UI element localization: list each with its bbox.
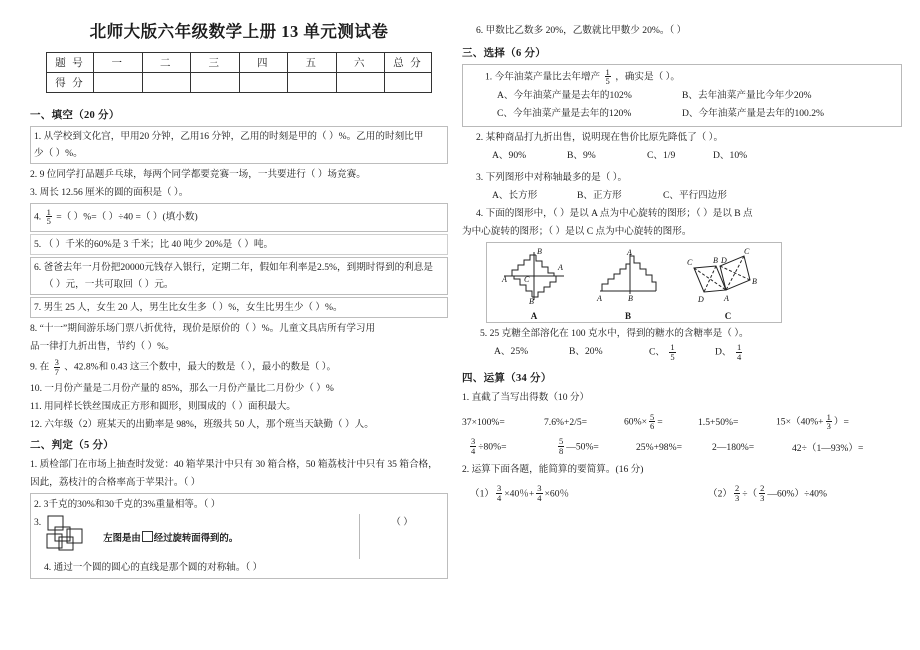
judge-item-2 <box>34 496 444 513</box>
simplify-item-2 <box>708 485 827 504</box>
judge-item-2-num: 2. <box>34 499 42 511</box>
judge-item-3-text-b: 经过旋转面得到的。 <box>153 533 239 544</box>
simplify-item-2-num: （2） <box>708 488 732 500</box>
fraction-three-fourths <box>470 437 476 456</box>
fill-item-5 <box>30 234 448 255</box>
choice-item-3 <box>462 169 902 186</box>
fraction-three-sevenths <box>54 358 60 377</box>
choice-item-1-prefix: 今年油菜产量比去年增产 <box>494 71 601 83</box>
fraction-denominator: 4 <box>736 351 742 362</box>
figure-a-vertex-a2: A <box>502 275 507 285</box>
fill-item-8-num: 8. <box>30 323 38 335</box>
choice-2-option-b[interactable]: B、9% <box>567 150 596 162</box>
section-heading-judge: 二、判定（5 分） <box>30 440 115 452</box>
figure-c-vertex-c1: C <box>687 258 693 268</box>
score-table-col-6: 六 <box>336 52 385 72</box>
fraction-one-fifth <box>669 343 675 362</box>
right-column <box>462 0 902 504</box>
fraction-denominator: 4 <box>471 446 476 457</box>
figure-c-vertex-d1: D <box>721 256 727 266</box>
judge-item-1-line2: 因此，荔枝汁的合格率高于苹果汁。（ ） <box>30 477 201 489</box>
rotation-choice-figures <box>486 242 782 323</box>
left-column <box>30 0 448 579</box>
figure-a-vertex-c: C <box>524 275 530 285</box>
fraction-numerator: 1 <box>46 206 51 217</box>
fill-item-6-num: 6. <box>34 261 42 273</box>
choice-item-4-line1: 下面的图形中，（ ）是以 A 点为中心旋转的图形；（ ）是以 B 点 <box>485 207 753 219</box>
section-heading-choice: 三、选择（6 分） <box>462 48 547 60</box>
choice-item-5-text: 25 克糖全部溶化在 100 克水中，得到的糖水的含糖率是（ ）。 <box>489 328 749 340</box>
fill-item-12-num: 12. <box>30 419 42 431</box>
fill-item-1 <box>30 126 448 164</box>
choice-item-1-suffix: ，确实是（ ）。 <box>615 71 680 83</box>
fill-item-4-num: 4. <box>34 211 42 223</box>
figure-a-vertex-b2: B <box>529 297 534 307</box>
fill-item-5-text: （ ）千米的60%是 3 千米；比 40 吨少 20%是（ ）吨。 <box>43 238 274 250</box>
judge-item-1-num: 1. <box>30 459 38 471</box>
fill-item-4 <box>30 203 448 232</box>
score-table <box>46 52 432 93</box>
calc-2-2-suffix: —50%= <box>566 441 599 453</box>
choice-item-1-num: 1. <box>485 71 493 83</box>
score-table-col-5: 五 <box>288 52 337 72</box>
fill-item-1-num: 1. <box>34 130 42 142</box>
section-heading-calc: 四、运算（34 分） <box>462 372 552 384</box>
calc-1-4: 1.5+50%= <box>698 416 739 428</box>
fraction-one-fifth <box>46 208 52 227</box>
choice-item-4-line2: 为中心旋转的图形；（ ）是以 C 点为中心旋转的图形。 <box>462 225 692 237</box>
fraction-denominator: 4 <box>496 493 502 504</box>
fraction-numerator: 3 <box>471 436 476 447</box>
fraction-three-fourths-2 <box>536 484 542 503</box>
score-table-col-3: 三 <box>191 52 240 72</box>
judge-item-3-text-a: 左图是由 <box>103 533 141 544</box>
fill-item-3 <box>30 184 448 201</box>
simplify-item-1 <box>470 485 708 504</box>
fill-item-9-prefix: 在 <box>39 361 50 373</box>
judge-item-4 <box>34 559 444 576</box>
judge-item-4-num: 4. <box>44 562 52 574</box>
fill-item-8-line1: “十一”期间游乐场门票八折优待，现价是原价的（ ）%。儿童文具店所有学习用 <box>39 323 376 335</box>
fraction-numerator: 3 <box>537 483 542 494</box>
score-cell-6[interactable] <box>336 72 385 92</box>
fill-item-12 <box>30 416 448 433</box>
fraction-denominator: 6 <box>650 421 655 432</box>
calc-row-2 <box>462 438 902 457</box>
fill-item-4-text: =（ ）%=（ ）÷40 =（ ）(填小数) <box>56 211 198 223</box>
figure-c-vertex-b1: B <box>713 256 718 266</box>
calc-sub2-label: 2. 运算下面各题，能简算的要简算。(16 分) <box>462 463 644 475</box>
fraction-denominator: 5 <box>46 216 51 227</box>
judge-item-2-text: 3千克的30%和30千克的3%重量相等。（ ） <box>43 499 221 511</box>
score-table-col-2: 二 <box>142 52 191 72</box>
fraction-numerator: 2 <box>734 483 740 494</box>
score-cell-2[interactable] <box>142 72 191 92</box>
fraction-numerator: 5 <box>650 411 655 422</box>
rotation-squares-svg <box>41 514 97 556</box>
score-table-score-row <box>47 72 432 92</box>
fraction-two-thirds-2 <box>759 484 765 503</box>
figure-c-vertex-c2: C <box>744 247 750 257</box>
figure-c-vertex-d2: D <box>698 295 704 305</box>
fill-item-2-text: 9 位同学打品题乒乓球，每两个同学都要竞赛一场，一共要进行（ ）场竞赛。 <box>39 168 366 180</box>
choice-item-5-num: 5. <box>480 328 488 340</box>
simplify-item-1-mid: ×40％+ <box>504 488 535 500</box>
fraction-numerator: 1 <box>826 411 831 422</box>
judge-item-3 <box>34 514 444 559</box>
judge-item-3-num: 3. <box>34 517 42 529</box>
score-cell-4[interactable] <box>239 72 288 92</box>
calc-1-3-suffix: = <box>657 416 663 428</box>
choice-2-option-a[interactable]: A、90% <box>492 150 527 162</box>
score-table-row-label-score: 得 分 <box>47 72 94 92</box>
fraction-numerator: 1 <box>605 66 610 77</box>
score-table-col-total: 总 分 <box>385 52 432 72</box>
fill-item-10-num: 10. <box>30 383 42 395</box>
choice-2-option-c[interactable]: C、1/9 <box>647 150 676 162</box>
calc-1-3-prefix: 60%× <box>624 416 647 428</box>
score-table-header-row <box>47 52 432 72</box>
simplify-item-1-tail: ×60％ <box>544 488 570 500</box>
judge-item-3-paren: （ ） <box>391 517 413 529</box>
judge-item-1 <box>30 456 448 473</box>
fraction-numerator: 2 <box>760 483 765 494</box>
fraction-denominator: 7 <box>54 366 59 377</box>
choice-5-option-c-label: C、 <box>649 346 665 358</box>
fraction-denominator: 4 <box>537 493 542 504</box>
fill-item-9 <box>30 358 448 377</box>
fill-item-7 <box>30 297 448 318</box>
calc-1-5-suffix: ）= <box>833 416 849 428</box>
fill-item-5-num: 5. <box>34 238 42 250</box>
score-cell-5[interactable] <box>288 72 337 92</box>
calc-2-1-suffix: ÷80%= <box>478 441 507 453</box>
calc-2-1 <box>462 438 550 457</box>
fill-item-10-text: 一月份产量是二月份产量的 85%，那么一月份产量比二月份少（ ）% <box>44 383 334 395</box>
fill-item-6-line1: 爸爸去年一月份把20000元钱存入银行，定期二年，假如年利率是2.5%，到期时得到的利息是 <box>43 261 433 273</box>
calc-2-5: 42÷（1—93%）= <box>792 443 864 455</box>
choice-item-1 <box>462 64 902 127</box>
simplify-item-1-num: （1） <box>470 488 494 500</box>
calc-1-1: 37×100%= <box>462 416 505 428</box>
fill-item-8 <box>30 320 448 337</box>
calc-1-5 <box>776 413 849 432</box>
fill-item-12-text: 六年级（2）班某天的出勤率是 98%，班级共 50 人，那个班当天缺勤（ ）人。 <box>44 419 374 431</box>
fill-item-11-text: 用同样长铁丝围成正方形和圆形，则围成的（ ）面积最大。 <box>44 401 296 413</box>
choice-1-option-c[interactable]: C、今年油菜产量是去年的120% <box>497 108 632 120</box>
fraction-denominator: 3 <box>734 493 740 504</box>
calc-1-5-prefix: 15×（40%+ <box>776 416 824 428</box>
figure-b-vertex-a2: A <box>597 294 602 304</box>
page-title: 北师大版六年级数学上册 13 单元测试卷 <box>89 22 389 41</box>
choice-item-2-text: 某种商品打九折出售，说明现在售价比原先降低了（ ）。 <box>485 132 724 144</box>
calc-2-3: 25%+98%= <box>636 441 682 453</box>
fill-item-2-num: 2. <box>30 168 38 180</box>
fraction-denominator: 5 <box>605 76 610 87</box>
choice-5-option-b[interactable]: B、20% <box>569 346 603 358</box>
calc-1-2: 7.6%+2/5= <box>544 416 588 428</box>
choice-item-5 <box>462 325 902 342</box>
score-cell-1[interactable] <box>94 72 143 92</box>
fraction-numerator: 5 <box>559 436 564 447</box>
fill-item-6 <box>30 257 448 295</box>
figure-a-vertex-b: B <box>537 247 542 257</box>
choice-3-option-a[interactable]: A、长方形 <box>492 189 538 201</box>
fill-item-10 <box>30 380 448 397</box>
rotation-figure-b-label: B <box>624 311 631 322</box>
figure-c-vertex-b2: B <box>752 277 757 287</box>
choice-item-4 <box>462 205 902 222</box>
fraction-three-fourths <box>496 484 502 503</box>
calc-sub1-label: 1. 直截了当写出得数（10 分） <box>462 391 590 403</box>
calc-row-1 <box>462 413 902 432</box>
fraction-denominator: 3 <box>760 493 765 504</box>
calc-1-3 <box>624 413 698 432</box>
small-square-icon <box>142 531 153 542</box>
choice-1-option-d[interactable]: D、今年油菜产量是去年的100.2% <box>682 108 825 120</box>
fraction-numerator: 1 <box>736 341 742 352</box>
score-cell-3[interactable] <box>191 72 240 92</box>
fraction-five-sixths <box>649 413 655 432</box>
fraction-numerator: 1 <box>670 341 675 352</box>
section-heading-fill: 一、填空（20 分） <box>30 109 120 121</box>
fill-item-8-line2: 品一律打九折出售，节约（ ）%。 <box>30 341 175 353</box>
choice-3-option-c[interactable]: C、平行四边形 <box>663 189 727 201</box>
fill-item-3-text: 周长 12.56 厘米的圆的面积是（ ）。 <box>39 186 189 198</box>
fill-item-2 <box>30 166 448 183</box>
fraction-numerator: 3 <box>54 356 59 367</box>
figure-b-vertex-a1: A <box>627 248 632 258</box>
rotation-figure-a-label: A <box>530 311 538 322</box>
choice-5-option-d[interactable] <box>715 343 744 362</box>
fill-item-7-text: 男生 25 人，女生 20 人，男生比女生多（ ）%，女生比男生少（ ）%。 <box>43 302 343 314</box>
judge-item-6-num: 6. <box>476 25 484 36</box>
fill-item-9-num: 9. <box>30 361 38 373</box>
choice-item-4-num: 4. <box>476 207 484 219</box>
calc-2-2 <box>550 438 636 457</box>
simplify-item-2-tail: —60%）÷40% <box>767 488 827 500</box>
choice-5-option-d-label: D、 <box>715 346 732 358</box>
fill-item-6-line2: （ ）元，一共可取回（ ）元。 <box>44 279 174 291</box>
score-table-row-label: 题 号 <box>47 52 94 72</box>
fraction-denominator: 8 <box>559 446 564 457</box>
choice-item-2 <box>462 129 902 146</box>
calc-2-4: 2—180%= <box>712 441 755 453</box>
score-table-col-1: 一 <box>94 52 143 72</box>
simplify-item-2-mid: ÷（ <box>742 488 758 500</box>
fraction-denominator: 3 <box>826 421 831 432</box>
choice-5-option-c[interactable] <box>649 343 715 362</box>
fraction-numerator: 3 <box>496 483 502 494</box>
judge-group-box <box>30 493 448 578</box>
fraction-two-thirds <box>734 484 740 503</box>
rotation-figure-c <box>682 246 774 321</box>
figure-a-vertex-a1: A <box>558 263 563 273</box>
fill-item-9-text: 、42.8%和 0.43 这三个数中，最大的数是（ ），最小的数是（ ）。 <box>64 361 337 373</box>
rotation-figure-b-svg <box>588 246 668 306</box>
judge-item-4-text: 通过一个圆的圆心的直线是那个圆的对称轴。（ ） <box>53 562 263 574</box>
choice-item-2-num: 2. <box>476 132 484 144</box>
fill-item-1-line2: 少（ ）%。 <box>34 147 83 159</box>
judge-item-6-text: 甲数比乙数多 20%，乙數就比甲數少 20%。（ ） <box>485 25 687 36</box>
rotation-figure-c-svg <box>682 246 774 306</box>
judge-item-1-line1: 质检部门在市场上抽查时发觉：40 箱苹果汁中只有 30 箱合格，50 箱荔枝汁中只有 35 箱合格， <box>39 459 438 471</box>
choice-2-option-d[interactable]: D、10% <box>713 150 748 162</box>
fill-item-3-num: 3. <box>30 186 38 198</box>
score-table-col-4: 四 <box>239 52 288 72</box>
choice-item-3-num: 3. <box>476 171 484 183</box>
fill-item-11 <box>30 398 448 415</box>
fraction-one-third <box>826 413 832 432</box>
rotation-figure-a-svg <box>494 246 574 306</box>
rotation-figure-a <box>494 246 574 321</box>
choice-1-option-a[interactable]: A、今年油菜产量是去年的102% <box>497 89 632 101</box>
figure-c-vertex-a: A <box>724 294 729 304</box>
choice-1-option-b[interactable]: B、去年油菜产量比今年少20% <box>682 89 812 101</box>
fraction-five-eighths <box>558 437 564 456</box>
score-cell-total[interactable] <box>385 72 432 92</box>
fill-item-11-num: 11. <box>30 401 42 413</box>
rotation-figure-c-label: C <box>724 311 732 322</box>
choice-5-option-a[interactable]: A、25% <box>494 346 529 358</box>
fill-item-1-line1: 从学校到文化宫，甲用20 分钟，乙用16 分钟，乙用的时刻是甲的（ ）%。乙用的时刻比甲 <box>43 130 424 142</box>
fraction-one-fourth <box>736 343 742 362</box>
choice-item-3-text: 下列图形中对称轴最多的是（ ）。 <box>485 171 628 183</box>
figure-b-vertex-b: B <box>628 294 633 304</box>
judge-item-6 <box>462 22 902 39</box>
choice-3-option-b[interactable]: B、正方形 <box>577 189 622 201</box>
rotation-squares-figure <box>41 514 97 559</box>
calc-simplify-row <box>462 485 902 504</box>
fill-item-7-num: 7. <box>34 302 42 314</box>
rotation-figure-b <box>588 246 668 321</box>
fraction-one-fifth <box>605 68 611 87</box>
fraction-denominator: 5 <box>670 351 675 362</box>
